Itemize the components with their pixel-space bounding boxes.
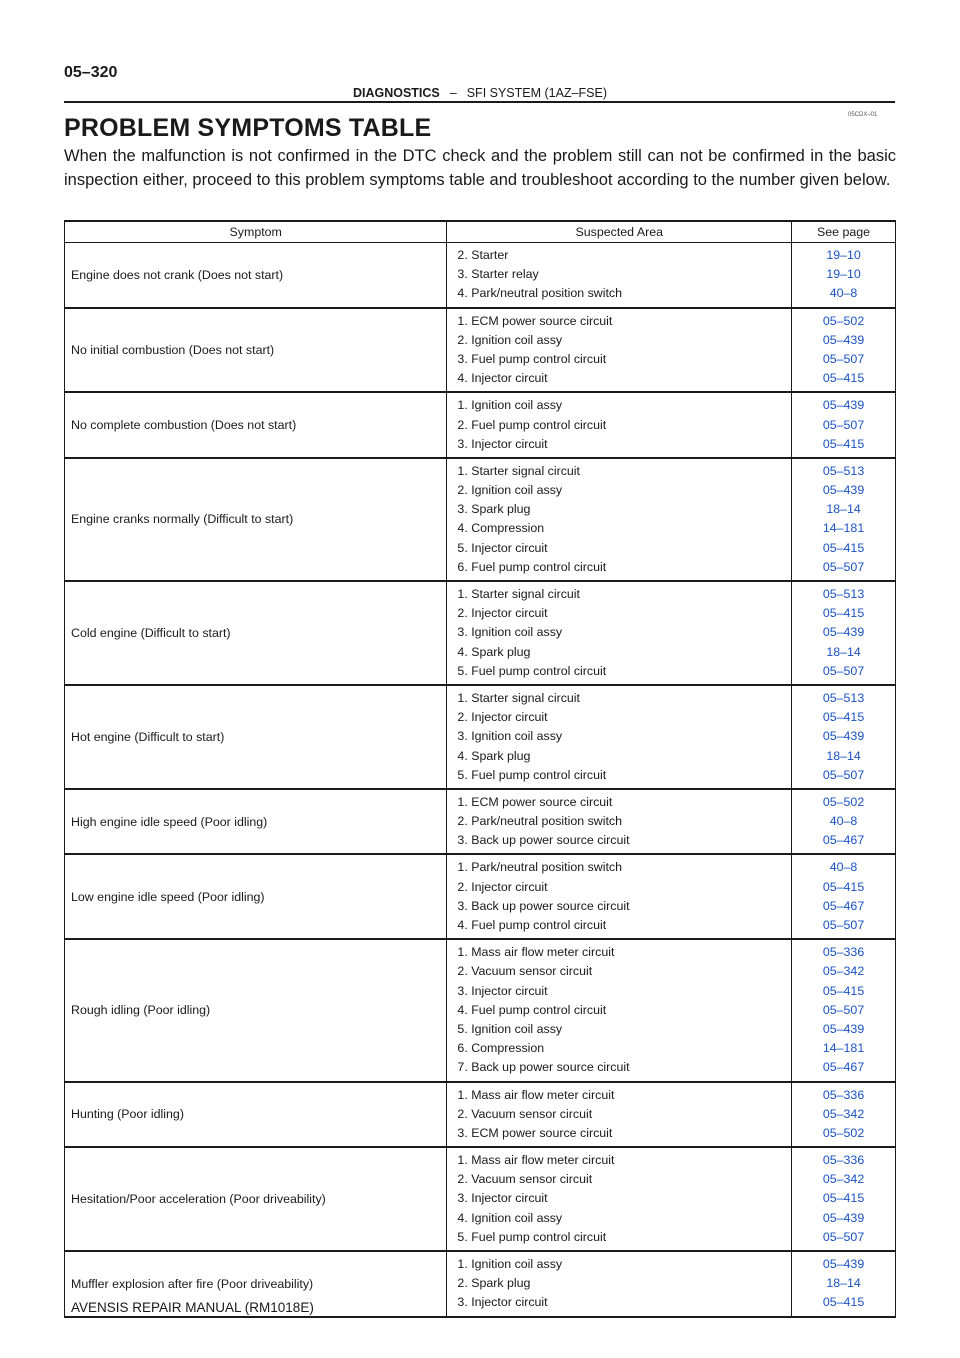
suspected-area-item: 4. Ignition coil assy — [457, 1210, 563, 1225]
suspected-area-item: 6. Compression — [457, 1041, 545, 1056]
see-page-link[interactable]: 05–507 — [822, 767, 865, 782]
header-rule — [64, 101, 895, 103]
see-page-link[interactable]: 14–181 — [822, 521, 865, 536]
suspected-area-item: 1. Starter signal circuit — [457, 463, 580, 478]
page-number: 05–320 — [64, 64, 118, 81]
suspected-area-item: 1. ECM power source circuit — [457, 313, 613, 328]
see-page-link[interactable]: 05–467 — [822, 1060, 865, 1075]
suspected-area-item: 6. Fuel pump control circuit — [457, 559, 607, 574]
running-header — [0, 86, 960, 100]
see-page-link[interactable]: 05–502 — [822, 313, 865, 328]
suspected-area-item: 3. ECM power source circuit — [457, 1125, 613, 1140]
header-subsection: SFI SYSTEM (1AZ–FSE) — [466, 86, 608, 100]
suspected-area-cell — [447, 854, 792, 939]
see-page-link[interactable]: 05–502 — [822, 1125, 865, 1140]
see-page-link[interactable]: 05–467 — [822, 833, 865, 848]
suspected-area-item: 2. Fuel pump control circuit — [457, 417, 607, 432]
suspected-area-cell — [447, 392, 792, 458]
see-page-link[interactable]: 05–439 — [822, 483, 865, 498]
header-section: DIAGNOSTICS — [352, 86, 440, 100]
suspected-area-item: 1. Starter signal circuit — [457, 587, 580, 601]
see-page-link[interactable]: 05–415 — [822, 879, 865, 894]
suspected-area-item: 3. Ignition coil assy — [457, 625, 563, 640]
see-page-link[interactable]: 05–513 — [822, 587, 865, 601]
see-page-cell — [792, 1082, 896, 1148]
see-page-cell — [792, 243, 896, 308]
suspected-area-item: 1. Starter signal circuit — [457, 690, 580, 705]
symptom-cell: Engine cranks normally (Difficult to start) — [65, 458, 447, 581]
see-page-link[interactable]: 05–336 — [822, 1153, 865, 1168]
footer-manual-title: AVENSIS REPAIR MANUAL (RM1018E) — [71, 1300, 314, 1315]
symptom-cell: Rough idling (Poor idling) — [65, 939, 447, 1081]
page-title: PROBLEM SYMPTOMS TABLE — [64, 114, 432, 142]
see-page-link[interactable]: 05–439 — [822, 1257, 865, 1271]
suspected-area-item: 3. Back up power source circuit — [457, 833, 630, 848]
problem-symptoms-table — [64, 220, 896, 1318]
suspected-area-item: 5. Ignition coil assy — [457, 1021, 563, 1036]
see-page-link[interactable]: 18–14 — [826, 748, 861, 763]
suspected-area-item: 7. Back up power source circuit — [457, 1060, 630, 1075]
table-row — [65, 458, 896, 581]
see-page-link[interactable]: 05–439 — [822, 625, 865, 640]
see-page-link[interactable]: 14–181 — [822, 1041, 865, 1056]
see-page-cell — [792, 1147, 896, 1251]
see-page-link[interactable]: 40–8 — [829, 860, 858, 875]
suspected-area-item: 1. Ignition coil assy — [457, 398, 563, 413]
table-row — [65, 392, 896, 458]
see-page-cell — [792, 581, 896, 685]
table-row — [65, 581, 896, 685]
suspected-area-item: 3. Starter relay — [457, 267, 539, 282]
see-page-link[interactable]: 05–415 — [822, 1295, 865, 1310]
see-page-link[interactable]: 05–507 — [822, 1002, 865, 1017]
see-page-link[interactable]: 40–8 — [829, 286, 858, 301]
table-row — [65, 789, 896, 855]
see-page-link[interactable]: 05–439 — [822, 1210, 865, 1225]
see-page-link[interactable]: 05–342 — [822, 1172, 865, 1187]
suspected-area-item: 2. Vacuum sensor circuit — [457, 964, 593, 979]
suspected-area-item: 2. Injector circuit — [457, 879, 548, 894]
suspected-area-item: 2. Spark plug — [457, 1276, 531, 1291]
see-page-link[interactable]: 05–336 — [822, 945, 865, 960]
see-page-cell — [792, 854, 896, 939]
symptom-cell: Hot engine (Difficult to start) — [65, 685, 447, 789]
suspected-area-item: 3. Fuel pump control circuit — [457, 351, 607, 366]
suspected-area-item: 3. Injector circuit — [457, 983, 548, 998]
suspected-area-item: 1. Mass air flow meter circuit — [457, 1153, 615, 1168]
suspected-area-item: 3. Spark plug — [457, 502, 531, 517]
see-page-link[interactable]: 05–415 — [822, 371, 865, 386]
see-page-link[interactable]: 18–14 — [826, 644, 861, 659]
suspected-area-cell — [447, 1147, 792, 1251]
suspected-area-cell — [447, 1082, 792, 1148]
table-row — [65, 243, 896, 308]
suspected-area-cell — [447, 243, 792, 308]
table-row — [65, 308, 896, 393]
see-page-link[interactable]: 05–439 — [822, 1021, 865, 1036]
suspected-area-item: 3. Injector circuit — [457, 1295, 548, 1310]
suspected-area-item: 4. Injector circuit — [457, 371, 548, 386]
suspected-area-cell — [447, 685, 792, 789]
see-page-link[interactable]: 05–415 — [822, 1191, 865, 1206]
see-page-link[interactable]: 05–507 — [822, 351, 865, 366]
suspected-area-cell — [447, 789, 792, 855]
see-page-link[interactable]: 05–415 — [822, 710, 865, 725]
table-row — [65, 685, 896, 789]
see-page-link[interactable]: 18–14 — [826, 1276, 861, 1291]
suspected-area-item: 2. Park/neutral position switch — [457, 814, 623, 829]
symptom-cell: High engine idle speed (Poor idling) — [65, 789, 447, 855]
suspected-area-item: 1. Ignition coil assy — [457, 1257, 563, 1271]
suspected-area-item: 3. Injector circuit — [457, 436, 548, 451]
see-page-cell — [792, 685, 896, 789]
symptom-cell: Low engine idle speed (Poor idling) — [65, 854, 447, 939]
symptom-cell: Cold engine (Difficult to start) — [65, 581, 447, 685]
see-page-link[interactable]: 05–507 — [822, 663, 865, 678]
symptom-cell: Engine does not crank (Does not start) — [65, 243, 447, 308]
suspected-area-item: 1. Mass air flow meter circuit — [457, 1087, 615, 1102]
see-page-link[interactable]: 05–513 — [822, 690, 865, 705]
see-page-link[interactable]: 05–507 — [822, 559, 865, 574]
symptom-cell: Hunting (Poor idling) — [65, 1082, 447, 1148]
intro-paragraph: When the malfunction is not confirmed in the DTC check and the problem still can not be confirmed in the basic inspection either, proceed to this problem symptoms table and troubleshoot according to the number given below. — [64, 147, 896, 189]
suspected-area-item: 4. Spark plug — [457, 644, 531, 659]
see-page-link[interactable]: 05–513 — [822, 463, 865, 478]
suspected-area-item: 1. ECM power source circuit — [457, 794, 613, 809]
suspected-area-item: 2. Ignition coil assy — [457, 332, 563, 347]
suspected-area-item: 2. Injector circuit — [457, 606, 548, 621]
see-page-link[interactable]: 05–439 — [822, 332, 865, 347]
suspected-area-cell — [447, 458, 792, 581]
table-row — [65, 1082, 896, 1148]
suspected-area-item: 4. Park/neutral position switch — [457, 286, 623, 301]
see-page-cell — [792, 458, 896, 581]
see-page-cell — [792, 308, 896, 393]
symptom-cell: Muffler explosion after fire (Poor driveability) — [65, 1251, 447, 1317]
see-page-link[interactable]: 19–10 — [826, 267, 861, 282]
see-page-link[interactable]: 05–439 — [822, 398, 865, 413]
table-header-row — [65, 221, 896, 243]
suspected-area-item: 5. Fuel pump control circuit — [457, 1229, 607, 1244]
suspected-area-item: 2. Ignition coil assy — [457, 483, 563, 498]
see-page-link[interactable]: 05–467 — [822, 898, 865, 913]
suspected-area-item: 2. Vacuum sensor circuit — [457, 1106, 593, 1121]
see-page-link[interactable]: 40–8 — [829, 814, 858, 829]
header-separator: – — [449, 86, 457, 100]
suspected-area-cell — [447, 308, 792, 393]
suspected-area-item: 4. Fuel pump control circuit — [457, 918, 607, 932]
table-row — [65, 854, 896, 939]
see-page-link[interactable]: 05–342 — [822, 1106, 865, 1121]
see-page-link[interactable]: 05–415 — [822, 540, 865, 555]
see-page-link[interactable]: 05–415 — [822, 983, 865, 998]
column-header-symptom: Symptom — [65, 221, 447, 243]
see-page-link[interactable]: 05–439 — [822, 729, 865, 744]
suspected-area-item: 1. Park/neutral position switch — [457, 860, 623, 875]
suspected-area-item: 2. Starter — [457, 248, 509, 262]
suspected-area-item: 2. Injector circuit — [457, 710, 548, 725]
column-header-suspected-area: Suspected Area — [447, 221, 792, 243]
see-page-cell — [792, 789, 896, 855]
see-page-link[interactable]: 05–507 — [822, 417, 865, 432]
suspected-area-item: 1. Mass air flow meter circuit — [457, 945, 615, 960]
suspected-area-item: 3. Ignition coil assy — [457, 729, 563, 744]
see-page-cell — [792, 392, 896, 458]
see-page-link[interactable]: 05–507 — [822, 918, 865, 932]
see-page-link[interactable]: 05–507 — [822, 1229, 865, 1244]
figure-code: 05CDX–01 — [848, 112, 878, 118]
see-page-cell — [792, 939, 896, 1081]
suspected-area-item: 3. Back up power source circuit — [457, 898, 630, 913]
suspected-area-cell — [447, 581, 792, 685]
suspected-area-item: 2. Vacuum sensor circuit — [457, 1172, 593, 1187]
suspected-area-cell — [447, 1251, 792, 1317]
symptom-cell: Hesitation/Poor acceleration (Poor driveability) — [65, 1147, 447, 1251]
symptom-cell: No initial combustion (Does not start) — [65, 308, 447, 393]
see-page-link[interactable]: 18–14 — [826, 502, 861, 517]
column-header-see-page: See page — [792, 221, 896, 243]
symptom-cell: No complete combustion (Does not start) — [65, 392, 447, 458]
see-page-link[interactable]: 05–342 — [822, 964, 865, 979]
see-page-cell — [792, 1251, 896, 1317]
see-page-link[interactable]: 19–10 — [826, 248, 861, 262]
suspected-area-item: 4. Fuel pump control circuit — [457, 1002, 607, 1017]
suspected-area-cell — [447, 939, 792, 1081]
suspected-area-item: 5. Fuel pump control circuit — [457, 767, 607, 782]
suspected-area-item: 4. Compression — [457, 521, 545, 536]
see-page-link[interactable]: 05–415 — [822, 436, 865, 451]
suspected-area-item: 5. Fuel pump control circuit — [457, 663, 607, 678]
see-page-link[interactable]: 05–336 — [822, 1087, 865, 1102]
suspected-area-item: 5. Injector circuit — [457, 540, 548, 555]
table-row — [65, 1147, 896, 1251]
see-page-link[interactable]: 05–415 — [822, 606, 865, 621]
table-row — [65, 939, 896, 1081]
suspected-area-item: 4. Spark plug — [457, 748, 531, 763]
see-page-link[interactable]: 05–502 — [822, 794, 865, 809]
suspected-area-item: 3. Injector circuit — [457, 1191, 548, 1206]
